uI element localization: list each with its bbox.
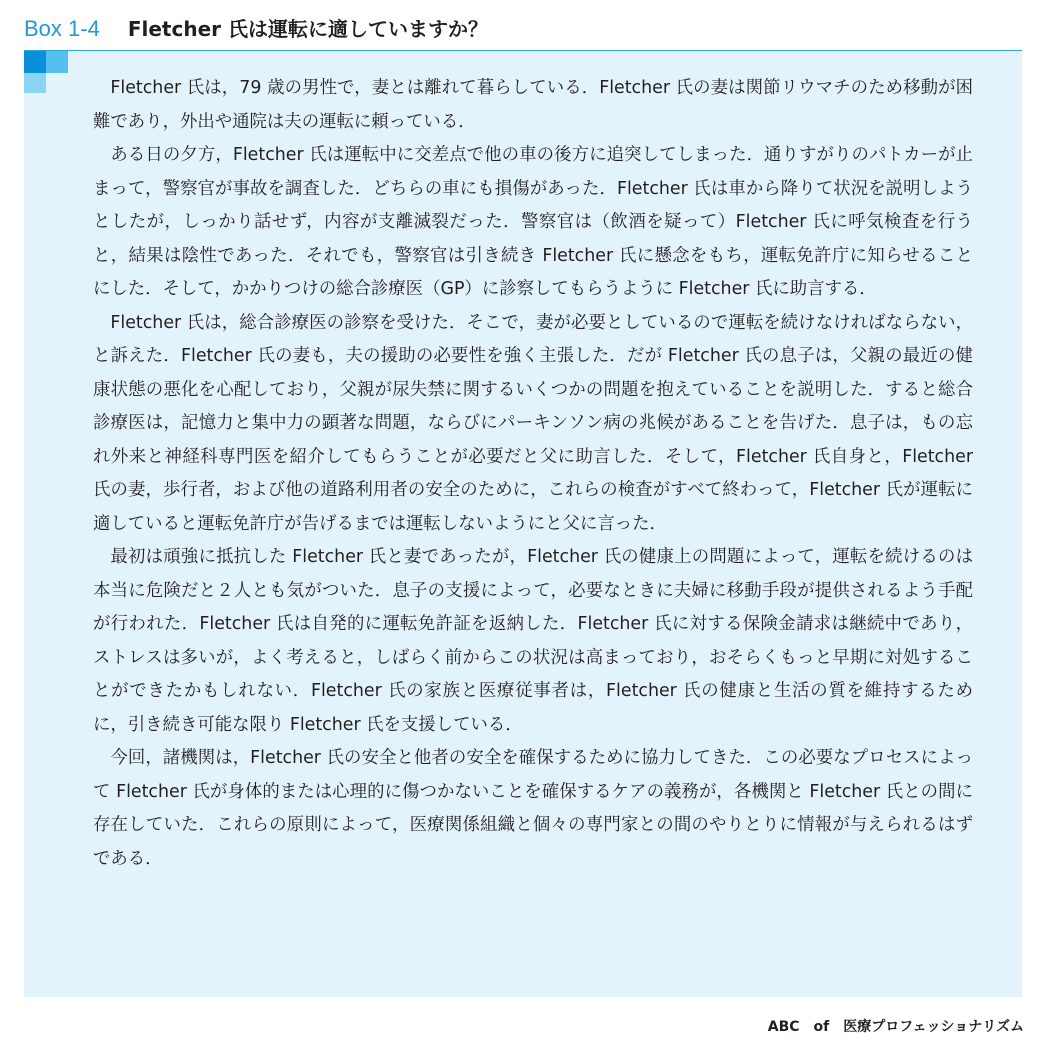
corner-square-dark [24,51,46,73]
corner-squares-icon [24,51,68,95]
paragraph-1: Fletcher 氏は，79 歳の男性で，妻とは離れて暮らしている．Fletcher 氏の妻は関節リウマチのため移動が困難であり，外出や通院は夫の運転に頼っている． [93,78,973,132]
box-heading [24,14,488,44]
box-title: Fletcher 氏は運転に適していますか？ [127,17,488,41]
box-number: Box 1-4 [24,16,100,41]
box-body [93,72,973,876]
paragraph-4: 最初は頑強に抵抗した Fletcher 氏と妻であったが，Fletcher 氏の健康上の問題によって，運転を続けるのは本当に危険だと２人とも気がついた．息子の支援によって，必要なときに夫婦に移動手段が提供されるよう手配が行われた．Fletcher 氏は自発的に運転免許証を返納した．Fletcher 氏に対する保険金請求は継続中であり，ストレスは多いが，よく考えると，しばらく前からこの状況は高まっており，おそらくもっと早期に対処することができたかもしれない．Fletcher 氏の家族と医療従事者は，Fletcher 氏の健康と生活の質を維持するために，引き続き可能な限り Fletcher 氏を支援している． [93,547,973,735]
paragraph-5: 今回，諸機関は，Fletcher 氏の安全と他者の安全を確保するために協力してきた．この必要なプロセスによって Fletcher 氏が身体的または心理的に傷つかないことを確保するケアの義務が，各機関と Fletcher 氏との間に存在していた．これらの原則によって，医療関係組織と個々の専門家との間のやりとりに情報が与えられるはずである． [93,748,973,869]
running-footer: ABC of 医療プロフェッショナリズム [767,1019,1024,1035]
paragraph-3: Fletcher 氏は，総合診療医の診察を受けた．そこで，妻が必要としているので運転を続けなければならない，と訴えた．Fletcher 氏の妻も，夫の援助の必要性を強く主張した．だが Fletcher 氏の息子は，父親の最近の健康状態の悪化を心配しており，父親が尿失禁に関するいくつかの問題を抱えていることを説明した．すると総合診療医は，記憶力と集中力の顕著な問題，ならびにパーキンソン病の兆候があることを告げた．息子は，もの忘れ外来と神経科専門医を紹介してもらうことが必要だと父に助言した．そして，Fletcher 氏自身と，Fletcher 氏の妻，歩行者，および他の道路利用者の安全のために，これらの検査がすべて終わって，Fletcher 氏が運転に適していると運転免許庁が告げるまでは運転しないようにと父に言った． [93,312,973,534]
paragraph-2: ある日の夕方，Fletcher 氏は運転中に交差点で他の車の後方に追突してしまった．通りすがりのパトカーが止まって，警察官が事故を調査した．どちらの車にも損傷があった．Fletcher 氏は車から降りて状況を説明しようとしたが，しっかり話せず，内容が支離滅裂だった．警察官は（飲酒を疑って）Fletcher 氏に呼気検査を行うと，結果は陰性であった．それでも，警察官は引き続き Fletcher 氏に懸念をもち，運転免許庁に知らせることにした．そして，かかりつけの総合診療医（GP）に診察してもらうように Fletcher 氏に助言する． [93,145,973,299]
corner-square-medium [46,51,68,73]
corner-square-light [24,73,46,93]
